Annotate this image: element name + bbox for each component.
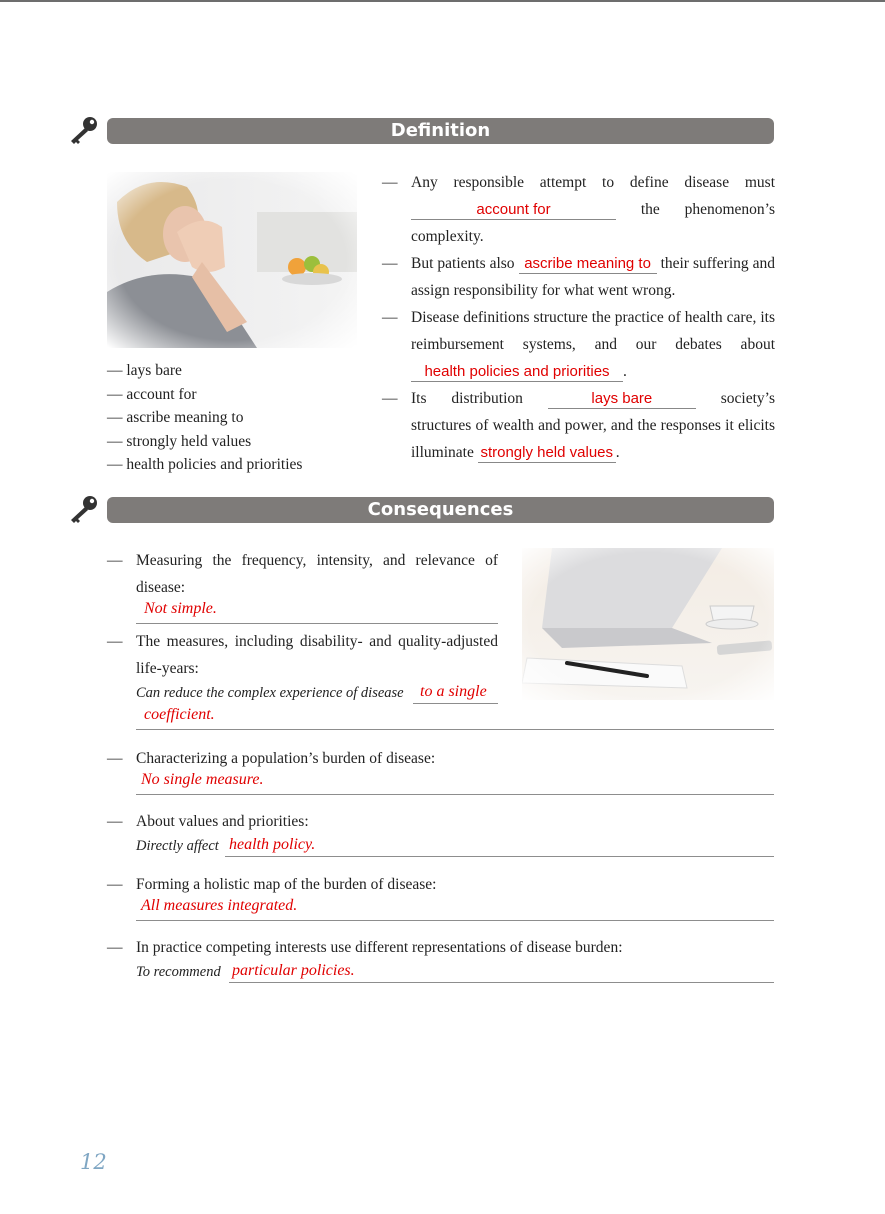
dash: — (382, 255, 398, 272)
dash: — (107, 552, 123, 569)
answer-blank: account for (411, 200, 616, 220)
page-number: 12 (80, 1150, 107, 1174)
definition-item (382, 385, 775, 466)
item-text: Any responsible attempt to define disease must (411, 174, 775, 191)
answer-blank: health policies and priorities (411, 362, 623, 382)
item-text: . (623, 363, 627, 380)
answer-blank: ascribe meaning to (519, 254, 657, 274)
answer-blank: strongly held values (478, 443, 616, 463)
answer-lead: Directly affect (136, 838, 219, 854)
answer-text: coefficient. (144, 706, 215, 723)
word-bank (107, 359, 357, 477)
dash: — (382, 309, 398, 326)
dash: — (107, 813, 123, 830)
answer-text: All measures integrated. (141, 897, 298, 914)
dash: — (382, 174, 398, 191)
answer-line (136, 600, 498, 624)
item-text: . (615, 444, 620, 461)
key-icon (67, 115, 99, 145)
question-text: The measures, including disability- and quality-adjusted life-years: (136, 633, 498, 677)
word-bank-item: — ascribe meaning to (107, 409, 244, 426)
item-text: society’s structures of wealth and power, and the responses it elicits illuminate (411, 390, 775, 461)
consequences-banner: Consequences (107, 497, 774, 523)
answer-text: health policy. (225, 834, 774, 857)
answer-line (136, 834, 774, 858)
laptop-desk-photo (522, 548, 774, 700)
top-rule (0, 0, 885, 2)
item-text: the phenomenon’s complexity. (411, 201, 775, 245)
question-text: Measuring the frequency, intensity, and relevance of disease: (136, 552, 498, 596)
definition-item (382, 304, 775, 385)
word-bank-item: — lays bare (107, 362, 182, 379)
item-text: Its distribution (411, 390, 523, 407)
question-text: About values and priorities: (136, 813, 309, 830)
answer-text: No single measure. (141, 771, 264, 788)
question-text: Forming a holistic map of the burden of disease: (136, 876, 437, 893)
word-bank-item: — health policies and priorities (107, 456, 303, 473)
answer-text: to a single (413, 681, 498, 704)
definition-banner: Definition (107, 118, 774, 144)
answer-blank: lays bare (548, 389, 696, 409)
item-text: Disease definitions structure the practice of health care, its reimbursement systems, and our debates about (411, 309, 775, 353)
dash: — (382, 390, 398, 407)
answer-line (136, 897, 774, 921)
answer-lead: To recommend (136, 964, 221, 980)
dash: — (107, 633, 123, 650)
dash: — (107, 876, 123, 893)
answer-line (136, 706, 774, 730)
question-text: In practice competing interests use different representations of disease burden: (136, 939, 623, 956)
answer-line (136, 771, 774, 795)
question-text: Characterizing a population’s burden of disease: (136, 750, 436, 767)
item-text: But patients also (411, 255, 515, 272)
answer-line (136, 960, 774, 984)
answer-text: Not simple. (144, 600, 217, 617)
dash: — (107, 750, 123, 767)
definition-item (382, 169, 775, 250)
definition-item (382, 250, 775, 304)
dash: — (107, 939, 123, 956)
stressed-woman-photo (107, 172, 357, 348)
word-bank-item: — strongly held values (107, 432, 252, 450)
key-icon (67, 494, 99, 524)
definition-items (382, 169, 775, 466)
answer-text: particular policies. (229, 960, 774, 983)
answer-lead: Can reduce the complex experience of disease (136, 685, 404, 701)
answer-line (136, 681, 498, 705)
item-text: their suffering and assign responsibility for what went wrong. (411, 255, 776, 299)
word-bank-item: — account for (107, 385, 197, 403)
